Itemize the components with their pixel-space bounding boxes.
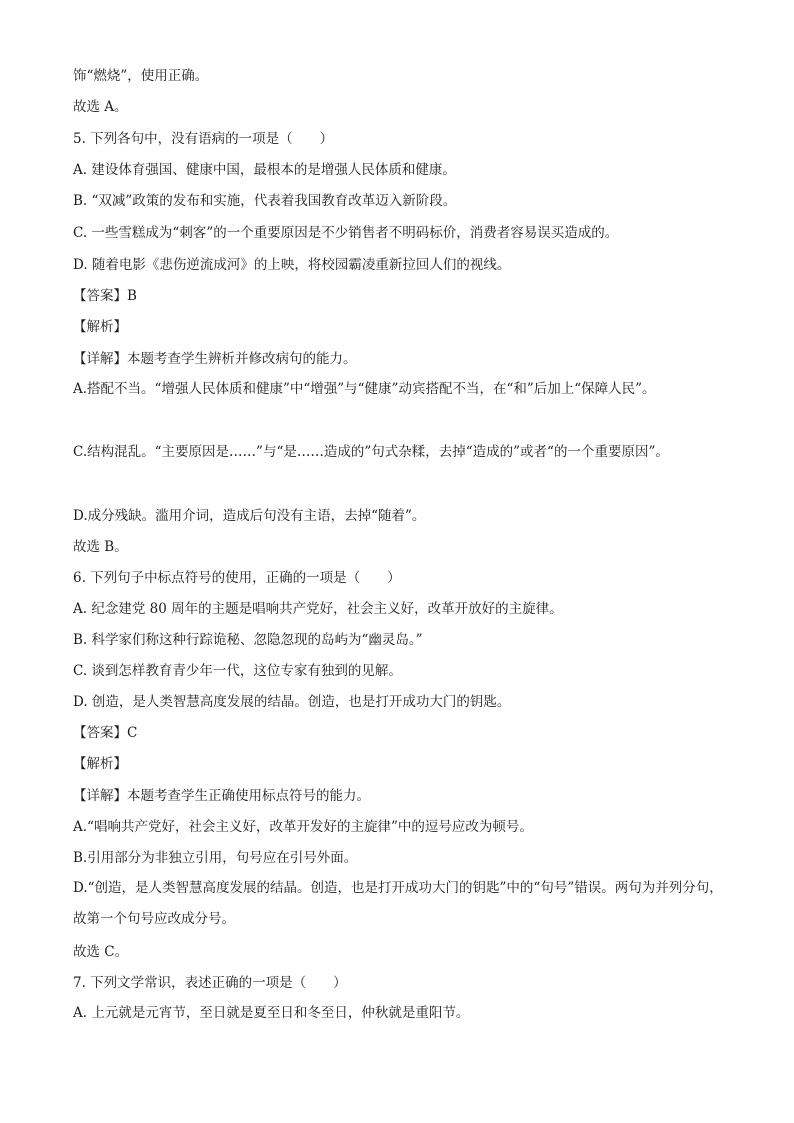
question-5-option-d: D. 随着电影《悲伤逆流成河》的上映，将校园霸凌重新拉回人们的视线。 [73,257,511,273]
question-5-stem: 5. 下列各句中，没有语病的一项是（ ） [73,131,334,147]
detail-text: A.搭配不当。“增强人民体质和健康”中“增强”与“健康”动宾搭配不当，在“和”后加上“保障人民”。 [73,381,656,397]
question-7-stem: 7. 下列文学常识，表述正确的一项是（ ） [73,975,347,991]
answer-label: 【答案】C [73,725,138,741]
question-5-option-a: A. 建设体育强国、健康中国，最根本的是增强人民体质和健康。 [73,162,456,178]
analysis-label: 【解析】 [73,756,127,772]
question-6-option-d: D. 创造，是人类智慧高度发展的结晶。创造，也是打开成功大门的钥匙。 [73,694,511,710]
question-5-option-b: B. “双减”政策的发布和实施，代表着我国教育改革迈入新阶段。 [73,193,457,209]
text-line: 饰“燃烧”，使用正确。 [73,68,209,84]
detail-text: D.成分残缺。滥用介词，造成后句没有主语，去掉“随着”。 [73,508,426,524]
detail-text: 【详解】本题考查学生辨析并修改病句的能力。 [73,351,357,367]
answer-label: 【答案】B [73,288,137,304]
detail-text: C.结构混乱。“主要原因是……”与“是……造成的”句式杂糅，去掉“造成的”或者“的一个重要原因”。 [73,444,669,460]
text-line: 故选 C。 [73,944,129,960]
question-6-option-c: C. 谈到怎样教育青少年一代，这位专家有独到的见解。 [73,663,402,679]
question-5-option-c: C. 一些雪糕成为“刺客”的一个重要原因是不少销售者不明码标价，消费者容易误买造成的。 [73,225,619,241]
detail-text: A.“唱响共产党好，社会主义好，改革开发好的主旋律”中的逗号应改为顿号。 [73,819,533,835]
detail-text: 【详解】本题考查学生正确使用标点符号的能力。 [73,788,370,804]
detail-text: B.引用部分为非独立引用，句号应在引号外面。 [73,850,358,866]
analysis-label: 【解析】 [73,319,127,335]
question-6-option-b: B. 科学家们称这种行踪诡秘、忽隐忽现的岛屿为“幽灵岛。” [73,632,423,648]
question-6-stem: 6. 下列句子中标点符号的使用，正确的一项是（ ） [73,570,401,586]
text-line: 故选 A。 [73,99,128,115]
text-line: 故选 B。 [73,539,128,555]
detail-text: D.“创造，是人类智慧高度发展的结晶。创造，也是打开成功大门的钥匙”中的“句号”错误。两句为并列分句，故第一个句号应改成分号。 [73,880,723,927]
question-6-option-a: A. 纪念建党 80 周年的主题是唱响共产党好，社会主义好，改革开放好的主旋律。 [73,601,563,617]
question-7-option-a: A. 上元就是元宵节，至日就是夏至日和冬至日，仲秋就是重阳节。 [73,1005,470,1021]
